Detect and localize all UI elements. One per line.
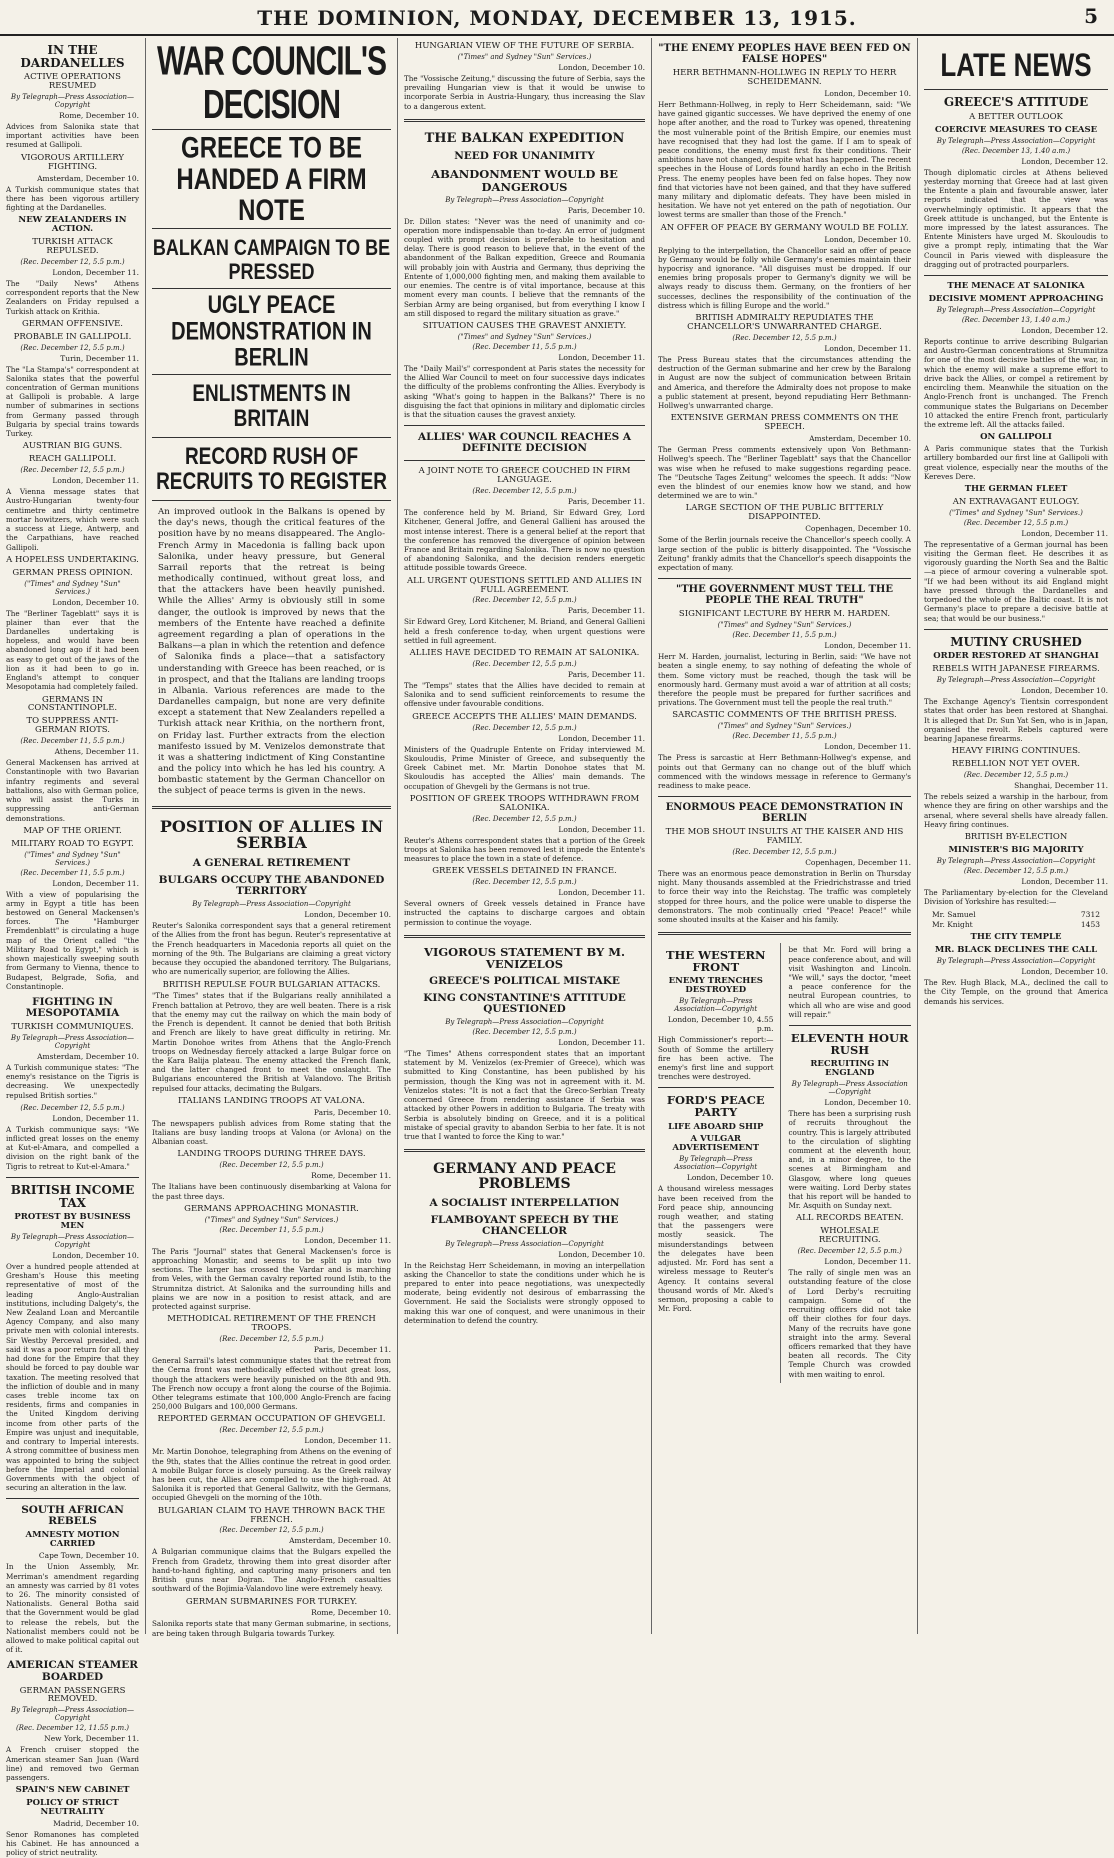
dateline: London, December 10. — [52, 1250, 139, 1260]
article-text: Some of the Berlin journals receive the Chancellor's speech coolly. A large section of the public is bitterly disappointed. The "Vossische Zeitung" frankly admits that the Chancellor's speech disappoints the expectation of many. — [658, 535, 911, 572]
lead-summary: An improved outlook in the Balkans is opened by the day's news, though the critical features of the position have by no means disappeared. The Anglo-French Army in Macedonia is falling back upon Salonika, under heavy pressure, but General Sarrail reports that the retreat is being methodically continued, without great loss, and that the attackers have been heavily punished. While the Allies' Army is obviously still in some danger, the outlook is improved by news that the members of the Entente have reached a definite agreement regarding a plan of operations in the Balkans—a plan in which the retention and defence of Salonika finds a place—that a satisfactory understanding with Greece has been reached, or is in prospect, and that the Italians are landing troops in Albania. Various references are made to the Dardanelles campaign, but none are very definite except a statement that New Zealanders repelled a Turkish attack near Krithia, on the northern front, on Friday last. Further extracts from the election manifesto issued by M. Venizelos demonstrate that it was a shattering indictment of King Constantine and the policy into which he has led his country. A bombastic statement by the German Chancellor on the subject of peace terms is given in the news. — [158, 507, 385, 797]
received-line: (Rec. December 12, 5.5 p.m.) — [963, 866, 1069, 875]
dateline: London, December 10. — [558, 62, 645, 72]
headline: "THE ENEMY PEOPLES HAVE BEEN FED ON FALSE HOPES" — [658, 43, 911, 65]
dateline: Rome, December 10. — [311, 1608, 391, 1618]
late-news-heading: LATE NEWS — [940, 46, 1092, 84]
headline: A JOINT NOTE TO GREECE COUCHED IN FIRM LANGUAGE. — [418, 466, 631, 486]
dateline: London, December 10. — [686, 1173, 774, 1183]
subheadline: ORDER RESTORED AT SHANGHAI — [933, 651, 1099, 662]
credit-line: By Telegraph—Press Association—Copyright — [791, 1080, 908, 1097]
headline: POSITION OF ALLIES IN SERBIA — [159, 816, 384, 853]
dateline: London, December 11. — [824, 343, 911, 353]
article-text: A Turkish communique states: "The enemy's resistance on the Tigris is decreasing. We unexpectedly repulsed British sorties." — [6, 1062, 139, 1100]
received-line: (Rec. December 12, 5.5 p.m.) — [219, 1426, 324, 1435]
subheadline: A GENERAL RETIREMENT — [192, 857, 351, 870]
dateline: Paris, December 10. — [313, 1107, 391, 1117]
subheadline: REBELS WITH JAPANESE FIREARMS. — [932, 664, 1100, 675]
received-line: (Rec. December 12, 5.5 p.m.) — [20, 1103, 125, 1112]
subheadline: MILITARY ROAD TO EGYPT. — [11, 838, 134, 849]
dateline: Turin, December 11. — [60, 353, 139, 363]
subheadline: THE MOB SHOUT INSULTS AT THE KAISER AND HIS FAMILY. — [665, 827, 904, 847]
article-text: A Turkish communique states that there has been vigorous artillery fighting at the Dardanelles. — [6, 184, 139, 212]
dateline: London, December 11. — [558, 888, 645, 898]
headline: FORD'S PEACE PARTY — [666, 1093, 765, 1120]
credit-line: By Telegraph—Press Association—Copyright — [10, 93, 135, 110]
dateline: Amsterdam, December 10. — [809, 434, 911, 444]
subheadline: REACH GALLIPOLI. — [28, 454, 117, 465]
article-text: The "Daily News" Athens correspondent reports that the New Zealanders on Friday repulsed a Turkish attack on Krithia. — [6, 278, 139, 316]
received-line: (Rec. December 12, 5.5 p.m.) — [472, 878, 577, 887]
headline: AUSTRIAN BIG GUNS. — [22, 441, 123, 452]
headline: THE BALKAN EXPEDITION — [424, 130, 625, 146]
subheadline: GREECE'S POLITICAL MISTAKE — [429, 974, 620, 987]
received-line: (Rec. December 12, 5.5 p.m.) — [963, 771, 1069, 780]
headline: "THE GOVERNMENT MUST TELL THE PEOPLE THE REAL TRUTH" — [676, 584, 893, 606]
received-line: (Rec. December 12, 5.5 p.m.) — [472, 487, 577, 496]
article-text: Sir Edward Grey, Lord Kitchener, M. Briand, and General Gallieni held a fresh conference to-day, when urgent questions were settled in full agreement. — [404, 617, 645, 645]
article-text: General Mackensen has arrived at Constantinople with two Bavarian infantry regiments and several battalions, also with German police, who will assist the Turks in suppressing anti-German demonstrations. — [6, 758, 139, 823]
divider — [658, 796, 911, 797]
article-text: The representative of a German journal has been visiting the German fleet. He describes it as vigorously guarding the North Sea and the Baltic—a piece of armour covering a vulnerable spot. "If we had been without its aid England might have pressed through the Dardanelles and torpedoed the whole of the Baltic coast. It is not Germany's place to prepare a decisive battle at sea; that would be our business." — [924, 539, 1108, 623]
article-text: The Exchange Agency's Tientsin correspondent states that order has been restored at Shanghai. It is alleged that Dr. Sun Yat Sen, who is in Japan, organised the revolt. Rebels captured were bearing Japanese firearms. — [924, 697, 1108, 744]
received-line: (Rec. December 13, 1.40 a.m.) — [961, 146, 1071, 155]
headline: VIGOROUS ARTILLERY FIGHTING. — [21, 152, 124, 172]
dateline: London, December 11. — [558, 824, 645, 834]
headline: LARGE SECTION OF THE PUBLIC BITTERLY DISAPPOINTED. — [685, 503, 884, 523]
divider — [6, 1498, 139, 1499]
dateline: Madrid, December 10. — [53, 1819, 139, 1828]
headline: MUTINY CRUSHED — [950, 634, 1082, 649]
credit-line: By Telegraph—Press Association—Copyright — [445, 1239, 604, 1248]
headline: GREECE TO BE HANDED A FIRM NOTE — [176, 131, 367, 229]
received-line: (Rec. December 11, 5.5 p.m.) — [20, 737, 125, 746]
credit-line: By Telegraph—Press Association—Copyright — [936, 957, 1096, 966]
article-text: Herr Bethmann-Hollweg, in reply to Herr Scheidemann, said: "We have gained gigantic successes. We have deprived the enemy of one hope after another, and the road to Turkey was opened, threatening the most vulnerable point of the British Empire, our enemies must have recognised that they had lost the game. If I am to speak of peace conditions, the enemy must first fix their conditions. Their ambitions have not changed, despite what has happened. The recent speeches in the House of Lords found hardly an echo in the British Press. The enemy peoples have been fed on false hopes. They now find that victories have not been gained, and that they have suffered many military and diplomatic defeats. They have been misled in hesitation. We have not yet entered on the path of negotiation. Our lowest terms are smaller than those of the French." — [658, 99, 911, 220]
election-result-row — [932, 910, 1100, 919]
dateline: London, December 11. — [52, 476, 139, 486]
headline: SOUTH AFRICAN REBELS — [21, 1504, 124, 1528]
article-text: General Sarrail's latest communique states that the retreat from the Cerna front was methodically effected without great loss, though the attackers were heavily punished on the 8th and 9th. The French now occupy a front along the course of the Bojimia. Other telegrams estimate that 100,000 Anglo-French are facing 250,000 Bulgars and 100,000 Germans. — [152, 1356, 391, 1412]
headline: ELEVENTH HOUR RUSH — [790, 1031, 909, 1058]
headline: THE CITY TEMPLE — [970, 932, 1062, 943]
dateline: Paris, December 10. — [567, 205, 645, 215]
headline: ALLIES' WAR COUNCIL REACHES A DEFINITE DECISION — [417, 431, 632, 455]
article-text: The German Press comments extensively upon Von Bethmann-Hollweg's speech. The "Berliner Tageblatt" says that the Chancellor was wise when he refused to make suggestions regarding peace. The "Deutsche Tages Zeitung" welcomes the speech. It adds: "Now even the blindest of our enemies know how we stand, and how determined we are to win." — [658, 445, 911, 501]
subheadline: PROBABLE IN GALLIPOLI. — [13, 331, 132, 342]
credit-line: By Telegraph—Press Association—Copyright — [10, 1232, 135, 1249]
article-text: Herr M. Harden, journalist, lecturing in Berlin, said: "We have not beaten a single enemy, to say nothing of defeating the whole of them. Some victory must be reached, though the task will be enormously hard. Germany must avoid a war of attrition at all costs; therefore the people must be prepared for further sacrifices and privations. The Government must tell the people the real truth." — [658, 652, 911, 708]
dateline: London, December 10. — [824, 234, 911, 244]
credit-line: By Telegraph—Press Association—Copyright — [10, 1706, 135, 1723]
divider — [152, 374, 391, 375]
received-line: (Rec. December 12, 5.5 p.m.) — [20, 343, 125, 352]
divider — [658, 578, 911, 579]
headline: HUNGARIAN VIEW OF THE FUTURE OF SERBIA. — [414, 41, 635, 51]
dateline: Copenhagen, December 11. — [805, 858, 911, 868]
headline: GERMAN SUBMARINES FOR TURKEY. — [185, 1596, 358, 1607]
article-text: Senor Romanones has completed his Cabinet. He has announced a policy of strict neutrality. — [6, 1830, 139, 1858]
subheadline: A VULGAR ADVERTISEMENT — [672, 1134, 760, 1154]
headline: ALL RECORDS BEATEN. — [795, 1213, 904, 1224]
article-text: There has been a surprising rush of recruits throughout the country. This is largely attributed to the circulation of slighting comment at the eleventh hour, and, in a minor degree, to the scenes at Birmingham and Glasgow, where long queues were waiting. Lord Derby states that his report will be handed to Mr. Asquith on Sunday next. — [788, 1109, 911, 1211]
article-text: be that Mr. Ford will bring a peace conference about, and will visit Washington and Lincoln. "We will," says the doctor, "meet a peace conference for the neutral European countries, to which all who are wise and good will repair." — [788, 945, 911, 1019]
received-line: (Rec. December 12, 5.5 p.m.) — [472, 723, 577, 732]
subheadline: AN EXTRAVAGANT EULOGY. — [952, 496, 1080, 507]
divider — [404, 460, 645, 461]
article-text: "The Times" states that if the Bulgarians really annihilated a French battalion at Petrovo, they are well beaten. There is a risk that the enemy may cut the railway on which the main body of the French is dependent. It cannot be denied that both British and French are likely to have great difficulty in retiring. Mr. Martin Donohoe writes from Athens that the Anglo-French troops on Wednesday fiercely attacked a large Bulgar force on the Kara Balija plateau. The enemy attacked the French flank, and the latter changed front to meet the onslaught. The Bulgarians encountered the British at Valandovo. The British repulsed four attacks, decimating the Bulgars. — [152, 991, 391, 1093]
headline: ON GALLIPOLI — [980, 432, 1052, 443]
divider — [152, 500, 391, 501]
dateline: London, December 11. — [304, 1436, 391, 1446]
divider — [658, 932, 911, 935]
column-1 — [0, 38, 146, 1858]
dateline: London, December 11. — [824, 641, 911, 651]
headline: BRITISH INCOME TAX — [10, 1182, 135, 1210]
column-2 — [146, 38, 398, 1638]
credit-line: ("Times" and Sydney "Sun" Services.) — [457, 332, 592, 341]
credit-line: ("Times" and Sydney "Sun" Services.) — [949, 508, 1083, 517]
headline: BRITISH ADMIRALTY REPUDIATES THE CHANCELLOR'S UNWARRANTED CHARGE. — [687, 313, 882, 333]
article-text: Several owners of Greek vessels detained in France have instructed the captains to discharge cargoes and obtain permission to continue the voyage. — [404, 899, 645, 927]
headline: FIGHTING IN MESOPOTAMIA — [25, 996, 120, 1020]
subheadline: AMNESTY MOTION CARRIED — [25, 1530, 120, 1550]
received-line: (Rec. December 12, 5.5 p.m.) — [219, 1526, 324, 1535]
subheadline: KING CONSTANTINE'S ATTITUDE QUESTIONED — [423, 991, 626, 1015]
subheadline: MR. BLACK DECLINES THE CALL — [934, 945, 1098, 956]
received-line: (Rec. December 11, 5.5 p.m.) — [472, 342, 577, 351]
headline: GERMAN OFFENSIVE. — [21, 318, 123, 329]
headline: UGLY PEACE DEMONSTRATION IN BERLIN — [171, 292, 372, 373]
received-line: (Rec. December 13, 1.40 a.m.) — [961, 315, 1071, 324]
headline: SARCASTIC COMMENTS OF THE BRITISH PRESS. — [672, 710, 897, 721]
sub-column-right — [789, 943, 912, 1383]
subheadline: PROTEST BY BUSINESS MEN — [14, 1212, 131, 1232]
article-text: "The Times" Athens correspondent states that an important statement by M. Venizelos (ex-Premier of Greece), which was submitted to King Constantine, has been published by his permission, though the King was not in agreement with it. M. Venizelos states: "It is not a fact that the Greco-Serbian Treaty concerned Greece from rendering assistance if Serbia was attacked by other Powers in addition to Bulgaria. The treaty with Serbia is absolutely binding on Greece, and it is a political mistake of special gravity to abandon Serbia to her fate. It is not true that I wanted to force the King to war." — [404, 1048, 645, 1141]
headline: AMERICAN STEAMER BOARDED — [6, 1659, 139, 1683]
received-line: (Rec. December 12, 5.5 p.m.) — [219, 1335, 324, 1344]
dateline: London, December 11. — [558, 1037, 645, 1047]
headline: SPAIN'S NEW CABINET — [15, 1785, 130, 1796]
dateline: London, December 11. — [824, 742, 911, 752]
dateline: London, December 10, 4.55 p.m. — [667, 1015, 774, 1034]
headline: A HOPELESS UNDERTAKING. — [6, 554, 139, 565]
article-text: The "Berliner Tageblatt" says it is plainer than ever that the Dardanelles undertaking is hopeless, and would have been abandoned long ago if it had been as easy to get out of the jaws of the lion as it had been to go in. England's attempt to conquer Mesopotamia had completely failed. — [6, 608, 139, 692]
article-text: The "Vossische Zeitung," discussing the future of Serbia, says the prevailing Hungarian view is that it would be unwise to incorporate Serbia in Austria-Hungary, thus increasing the Slav to a dangerous extent. — [404, 73, 645, 111]
column-4 — [652, 38, 918, 1634]
credit-line: ("Times" and Sydney "Sun" Services.) — [717, 722, 852, 731]
credit-line: By Telegraph—Press Association—Copyright — [936, 305, 1096, 314]
dateline: London, December 10. — [52, 597, 139, 607]
dateline: London, December 11. — [52, 1113, 139, 1123]
article-text: Though diplomatic circles at Athens believed yesterday morning that Greece had at last given the Entente a plain and favourable answer, later reports indicated that the view was overwhelmingly optimistic. It appears that the Greek attitude is unchanged, but the Entente is more impressed by the latest assurances. The Entente Ministers have urged M. Skouloudis to give a prompt reply, intimating that the War Council in Paris viewed with displeasure the dragging out of protracted pourparlers. — [924, 167, 1108, 269]
received-line: (Rec. December 12, 5.5 p.m.) — [963, 518, 1069, 527]
subheadline: MINISTER'S BIG MAJORITY — [948, 844, 1084, 855]
headline: GERMANS IN CONSTANTINOPLE. — [27, 694, 118, 714]
dateline: Cape Town, December 10. — [38, 1551, 139, 1561]
dateline: Copenhagen, December 10. — [805, 524, 911, 534]
headline: HEAVY FIRING CONTINUES. — [951, 746, 1081, 757]
article-text: Advices from Salonika state that important activities have been resumed at Gallipoli. — [6, 122, 139, 150]
dateline: Paris, December 11. — [567, 606, 645, 616]
headline: RECORD RUSH OF RECRUITS TO REGISTER — [156, 443, 387, 496]
article-text: The Rev. Hugh Black, M.A., declined the call to the City Temple, on the ground that America demands his services. — [924, 978, 1108, 1006]
article-text: In the Reichstag Herr Scheidemann, in moving an interpellation asking the Chancellor to state the conditions under which he is prepared to enter into peace negotiations, was unexpectedly moderate, being evidently not desirous of embarrassing the Government. He said the Socialists were strongly opposed to making this war one of conquest, and were unanimous in their determination to defend the country. — [404, 1260, 645, 1325]
article-text: Reports continue to arrive describing Bulgarian and Austro-German concentrations at Strumnitza for one of the most decisive battles of the war, in which the enemy will make a supreme effort to drive back the Allies, or compel a retirement by encircling them. Meanwhile the situation on the Anglo-French front is unchanged. The French communique states the Bulgarians on December 10 attacked the entire French front, particularly the extreme left. All the attacks failed. — [924, 336, 1108, 429]
dateline: London, December 10. — [824, 1098, 911, 1108]
divider — [404, 935, 645, 938]
article-text: The rally of single men was an outstanding feature of the close of Lord Derby's recruiting campaign. Some of the recruiting officers did not take off their clothes for four days. Many of the recruits have gone straight into the army. Several officers remarked that they have beaten all records. The City Temple Church was crowded with men waiting to enrol. — [788, 1268, 911, 1379]
section-heading: IN THE DARDANELLES — [20, 43, 125, 70]
article-text: Reuter's Athens correspondent states that a portion of the Greek troops at Salonika has been removed lest it impede the Entente's measures to place the town in a state of defence. — [404, 835, 645, 863]
subheadline: A BETTER OUTLOOK — [969, 111, 1063, 122]
page-title: THE DOMINION, MONDAY, DECEMBER 13, 1915. — [257, 6, 857, 30]
article-text: The newspapers publish advices from Rome stating that the Italians are busy landing troops at Valona (or Avlona) on the Albanian coast. — [152, 1118, 391, 1147]
article-text: Over a hundred people attended at Gresham's House this meeting representative of most of the leading Anglo-Australian institutions, including Dalgety's, the New Zealand Loan and Mercantile Agency Company, and also many private men with colonial interests. Sir Westby Perceval presided, and said it was a poor return for all they had done for the Empire that they should be forced to pay double war taxation. The meeting resolved that the infliction of double and in many cases treble income tax on residents, firms and companies in the United Kingdom deriving income from other parts of the Empire was unjust and inequitable, and contrary to Imperial interests. A strong committee of business men was appointed to bring the subject before the Imperial and colonial Governments with the object of securing an alteration in the law. — [6, 1261, 139, 1493]
headline: ENORMOUS PEACE DEMONSTRATION IN BERLIN — [665, 802, 904, 824]
article-text: The conference held by M. Briand, Sir Edward Grey, Lord Kitchener, General Joffre, and General Gallieni has aroused the most intense interest. There is a general belief at the report that the conference has removed the divergence of opinion between France and Britain regarding Salonika. There is now no question of abandoning Salonika, and the decision renders energetic attitude possible towards Greece. — [404, 508, 645, 573]
article-text: The Italians have been continuously disembarking at Valona for the past three days. — [152, 1182, 391, 1201]
dateline: London, December 11. — [1021, 876, 1108, 886]
subheadline: LIFE ABOARD SHIP — [668, 1121, 764, 1132]
dateline: Amsterdam, December 10. — [37, 1051, 139, 1061]
dateline: London, December 11. — [52, 267, 139, 277]
article-text: Dr. Dillon states: "Never was the need of unanimity and co-operation more indispensable than to-day. An error of judgment coupled with prompt decision is preferable to hesitation and delay. There is good reason to believe that, in the event of the abandonment of the Balkan expedition, Greece and Roumania will probably join with Austria and Germany, thus depriving the Entente of 1,000,000 fighting men, and making them available to our enemies. The centre is of vital importance, because at this moment every man counts. I believe that the remnants of the Serbian Army are being organised, but from everything I know I am still disposed to regard the military situation as grave." — [404, 216, 645, 318]
subheadline: REBELLION NOT YET OVER. — [951, 759, 1081, 770]
dateline: London, December 11. — [304, 1235, 391, 1245]
subheadline: NEED FOR UNANIMITY — [454, 150, 595, 163]
subheadline: FLAMBOYANT SPEECH BY THE CHANCELLOR — [430, 1213, 619, 1237]
article-text: The Press Bureau states that the circumstances attending the destruction of the German submarine and her crew by the Baralong in August are now the subject of communication between Britain and America, and therefore the Admiralty does not propose to make a public statement at present, beyond repudiating Herr Bethmann-Hollweg's unwarranted charge. — [658, 354, 911, 411]
subheadline: HERR BETHMANN-HOLLWEG IN REPLY TO HERR SCHEIDEMANN. — [672, 68, 897, 87]
article-text: A French cruiser stopped the American steamer San Juan (Ward line) and removed two German passengers. — [6, 1745, 139, 1783]
article-text: In the Union Assembly, Mr. Merriman's amendment regarding an amnesty was carried by 81 votes to 26. The minority consisted of Nationalists. General Botha said that the Government would be glad to release the rebels, but the Nationalist members could not be allowed to make political capital out of it. — [6, 1562, 139, 1655]
credit-line: ("Times" and Sydney "Sun" Services.) — [24, 850, 121, 867]
dateline: London, December 12. — [1021, 156, 1108, 166]
headline: LANDING TROOPS DURING THREE DAYS. — [177, 1149, 366, 1160]
received-line: (Rec. December 12, 5.5 p.m.) — [797, 1247, 902, 1256]
headline: NEW ZEALANDERS IN ACTION. — [18, 215, 127, 235]
article-text: The Press is sarcastic at Herr Bethmann-Hollweg's expense, and points out that Germany can no change out of the bluff which commenced with the windows message in reference to Germany's readiness to make peace. — [658, 753, 911, 790]
article-text: Replying to the interpellation, the Chancellor said an offer of peace by Germany would be folly while Germany's enemies maintain their hypocrisy and ignorance. "All disguises must be dropped. If our enemies bring proposals proper to Germany's dignity we will be always ready to discuss them. Germany, on the frontiers of her successes, declines the responsibility of the continuation of the distress which is filling Europe and the world." — [658, 245, 911, 310]
dateline: Rome, December 11. — [311, 1171, 391, 1181]
headline: MAP OF THE ORIENT. — [23, 825, 122, 836]
dateline: London, December 11. — [558, 352, 645, 362]
article-text: Reuter's Salonika correspondent says that a general retirement of the Allies from the front has begun. Reuter's representative at the French headquarters in Macedonia reports all quiet on the morning of the 9th. The Bulgarians are claiming a great victory because they occupied the abandoned territory. The Bulgarians, who are numerically superior, are following the Allies. — [152, 921, 391, 977]
subheadline: ENEMY TRENCHES DESTROYED — [668, 976, 763, 996]
candidate-name: Mr. Knight — [932, 920, 973, 930]
article-text: Mr. Martin Donohoe, telegraphing from Athens on the evening of the 9th, states that the Allies continue the retreat in good order. A mobile Bulgar force is closely pursuing. As the Greek railway has been cut, the Allies are compelled to use the high-road. At Salonika it is reported that General Gallwitz, with the Germans, occupied Ghevgeli on the morning of the 10th. — [152, 1447, 391, 1503]
subheadline: ABANDONMENT WOULD BE DANGEROUS — [431, 167, 618, 194]
credit-line: By Telegraph—Press Association—Copyright — [10, 1033, 135, 1050]
received-line: (Rec. December 11, 5.5 p.m.) — [20, 868, 125, 877]
headline: VIGOROUS STATEMENT BY M. VENIZELOS — [424, 944, 625, 971]
divider — [404, 425, 645, 426]
headline: GREECE ACCEPTS THE ALLIES' MAIN DEMANDS. — [412, 711, 637, 722]
divider — [924, 629, 1108, 630]
received-line: (Rec. December 12, 11.55 p.m.) — [15, 1724, 130, 1733]
dateline: London, December 10. — [304, 910, 391, 920]
headline: ENLISTMENTS IN BRITAIN — [192, 381, 351, 433]
masthead — [0, 0, 1114, 36]
dateline: London, December 11. — [558, 733, 645, 743]
article-text: The "La Stampa's" correspondent at Salonika states that the powerful concentration of German munitions at Gallipoli is probable. A large number of submarines in sections from Germany passed through Bulgaria by special trains towards Turkey. — [6, 364, 139, 439]
subheadline: DECISIVE MOMENT APPROACHING — [928, 294, 1104, 305]
received-line: (Rec. December 11, 5.5 p.m.) — [732, 732, 837, 741]
headline: METHODICAL RETIREMENT OF THE FRENCH TROOPS. — [167, 1314, 376, 1334]
dateline: London, December 11. — [52, 878, 139, 888]
article-text: A Turkish communique says: "We inflicted great losses on the enemy at Kut-el-Amara, and compelled a division on the right bank of the Tigris to retreat to Kut-el-Amara." — [6, 1124, 139, 1171]
credit-line: ("Times" and Sydney "Sun" Services.) — [24, 579, 121, 596]
subheadline: WHOLESALE RECRUITING. — [818, 1226, 881, 1246]
dateline: Paris, December 11. — [313, 1345, 391, 1355]
dateline: Shanghai, December 11. — [1014, 781, 1108, 791]
headline: THE GERMAN FLEET — [964, 483, 1068, 494]
credit-line: By Telegraph—Press Association—Copyright — [674, 997, 758, 1014]
article-text: The "Daily Mail's" correspondent at Paris states the necessity for the Allied War Council to meet on four successive days indicates the difficulty of the problems confronting the Allies. Everybody is asking "What's going to happen in the Balkans?" There is no disguising the fact that opinions in military and diplomatic circles is that the situation causes the gravest anxiety. — [404, 363, 645, 419]
credit-line: By Telegraph—Press Association—Copyright — [445, 195, 604, 204]
headline: EXTENSIVE GERMAN PRESS COMMENTS ON THE SPEECH. — [670, 413, 899, 433]
article-text: There was an enormous peace demonstration in Berlin on Thursday night. Many thousands assembled at the Friedrichstrasse and tried to force their way into the Reichstag. The traffic was completely stopped for three hours, and the police were unable to disperse the demonstrators. The mob continually cried "Peace! Peace!" while some shouted insults at the Kaiser and his family. — [658, 869, 911, 925]
column-3 — [398, 38, 652, 1634]
headline: ALLIES HAVE DECIDED TO REMAIN AT SALONIKA. — [409, 648, 640, 659]
subheadline: RECRUITING IN ENGLAND — [810, 1059, 890, 1079]
subheadline: GERMAN PRESS OPINION. — [12, 567, 133, 578]
divider — [152, 288, 391, 289]
headline: THE MENACE AT SALONIKA — [947, 281, 1085, 292]
dateline: Paris, December 11. — [567, 497, 645, 507]
credit-line: By Telegraph—Press Association—Copyright — [192, 900, 351, 909]
candidate-name: Mr. Samuel — [932, 910, 976, 920]
dateline: Rome, December 10. — [59, 111, 139, 121]
dateline: London, December 10. — [1021, 967, 1108, 977]
divider — [152, 129, 391, 130]
dateline: Athens, December 11. — [54, 747, 139, 757]
headline: SITUATION CAUSES THE GRAVEST ANXIETY. — [422, 320, 627, 331]
subheadline: A SOCIALIST INTERPELLATION — [429, 1196, 620, 1209]
subheadline: BULGARS OCCUPY THE ABANDONED TERRITORY — [158, 874, 385, 898]
article-text: With a view of popularising the army in Egypt a title has been bestowed on General Mackensen's forces. The "Hamburger Fremdenblatt" is circulating a huge map of the Orient called "the Military Road to Egypt," which is shown majestically sweeping south from Germany to Vienna, thence to Budapest, Belgrade, Sofia, and Constantinople. — [6, 889, 139, 991]
article-text: A Paris communique states that the Turkish artillery bombarded our first line at Gallipoli with great violence, especially near the mouths of the Kereves Dere. — [924, 444, 1108, 481]
received-line: (Rec. December 12, 5.5 p.m.) — [472, 660, 577, 669]
article-text: A Vienna message states that Austro-Hungarian twenty-four centimetre and thirty centimetre mortar howitzers, which were such a success at Liege, Antwerp, and the Carpathians, have reached Gallipoli. — [6, 487, 139, 552]
candidate-votes: 7312 — [1080, 910, 1100, 920]
headline: ALL URGENT QUESTIONS SETTLED AND ALLIES IN FULL AGREEMENT. — [407, 575, 642, 595]
column-5 — [918, 38, 1114, 1634]
article-text: Salonika reports state that many German submarine, in sections, are being taken through Bulgaria towards Turkey. — [152, 1619, 391, 1638]
received-line: (Rec. December 12, 5.5 p.m.) — [472, 596, 577, 605]
headline: THE WESTERN FRONT — [665, 948, 766, 975]
article-text: The Paris "Journal" states that General Mackensen's force is approaching Monastir, and seems to be split up into two sections. The larger has crossed the Vardar and is marching from Veles, with the German cavalry reported round Istib, to the Strumnitza district. At Salonika and the surrounding hills and plains we are now in a position to resist attack, and are protected against surprise. — [152, 1246, 391, 1312]
received-line: (Rec. December 12, 5.5 p.m.) — [472, 814, 577, 823]
credit-line: ("Times" and Sydney "Sun" Services.) — [204, 1215, 339, 1224]
divider — [658, 1087, 774, 1088]
credit-line: By Telegraph—Press Association—Copyright — [445, 1017, 604, 1026]
article-text: High Commissioner's report:—South of Somme the artillery fire has been active. The enemy's first line and support trenches were destroyed. — [658, 1035, 774, 1082]
article-text: Ministers of the Quadruple Entente on Friday interviewed M. Skouloudis, Prime Minister of Greece, and subsequently the Greek Cabinet met. Mr. Martin Donohoe states that M. Skouloudis has accepted the Allies' main demands. The occupation of Ghevgeli by the Germans is not true. — [404, 744, 645, 791]
credit-line: ("Times" and Sydney "Sun" Services.) — [717, 621, 852, 630]
divider — [789, 1025, 912, 1026]
headline: BALKAN CAMPAIGN TO BE PRESSED — [152, 234, 391, 284]
candidate-votes: 1453 — [1080, 920, 1100, 930]
sub-columns — [658, 943, 911, 1383]
dateline: London, December 12. — [1021, 325, 1108, 335]
received-line: (Rec. December 12, 5.5 p.m.) — [732, 848, 837, 857]
divider — [152, 437, 391, 438]
headline: BRITISH BY-ELECTION — [964, 832, 1068, 843]
received-line: (Rec. December 11, 5.5 p.m.) — [219, 1225, 324, 1234]
subheadline: GERMAN PASSENGERS REMOVED. — [19, 1685, 126, 1705]
received-line: (Rec. December 12, 5.5 p.m.) — [20, 466, 125, 475]
dateline: London, December 11. — [1021, 528, 1108, 538]
headline: BULGARIAN CLAIM TO HAVE THROWN BACK THE FRENCH. — [157, 1505, 386, 1525]
divider — [924, 89, 1108, 90]
headline: GREECE'S ATTITUDE — [943, 95, 1089, 110]
received-line: (Rec. December 12, 5.5 p.m.) — [20, 257, 125, 266]
divider — [404, 1149, 645, 1152]
received-line: (Rec. December 12, 5.5 p.m.) — [472, 1027, 577, 1036]
headline-main: WAR COUNCIL'S DECISION — [156, 39, 387, 127]
dateline: Amsterdam, December 10. — [289, 1536, 391, 1546]
divider — [152, 228, 391, 229]
dateline: London, December 10. — [824, 88, 911, 98]
subheadline: SIGNIFICANT LECTURE BY HERR M. HARDEN. — [678, 609, 891, 620]
credit-line: By Telegraph—Press Association—Copyright — [936, 676, 1096, 685]
dateline: New York, December 11. — [44, 1734, 139, 1744]
credit-line: By Telegraph—Press Association—Copyright — [674, 1155, 758, 1172]
sub-column-left — [658, 943, 781, 1383]
credit-line: ("Times" and Sydney "Sun" Services.) — [457, 52, 592, 61]
article-text: The rebels seized a warship in the harbour, from whence they are firing on other warships and the arsenal, where several shells have already fallen. Heavy firing continues. — [924, 792, 1108, 829]
subheadline: TURKISH ATTACK REPULSED. — [32, 237, 113, 256]
credit-line: By Telegraph—Press Association—Copyright — [936, 856, 1096, 865]
divider — [6, 1177, 139, 1178]
headline: GREEK VESSELS DETAINED IN FRANCE. — [432, 866, 617, 877]
headline: ITALIANS LANDING TROOPS AT VALONA. — [177, 1095, 365, 1106]
headline: POSITION OF GREEK TROOPS WITHDRAWN FROM SALONIKA. — [409, 793, 640, 813]
subheadline: COERCIVE MEASURES TO CEASE — [934, 124, 1098, 135]
divider — [924, 275, 1108, 276]
received-line: (Rec. December 11, 5.5 p.m.) — [732, 631, 837, 640]
subheadline: POLICY OF STRICT NEUTRALITY — [26, 1798, 119, 1818]
credit-line: By Telegraph—Press Association—Copyright — [936, 136, 1096, 145]
received-line: (Rec. December 12, 5.5 p.m.) — [732, 333, 837, 342]
article-text: The "Temps" states that the Allies have decided to remain at Salonika and to send sufficient reinforcements to resume the offensive under favourable conditions. — [404, 681, 645, 709]
dateline: London, December 10. — [558, 1249, 645, 1259]
dateline: London, December 11. — [824, 1257, 911, 1267]
headline: ACTIVE OPERATIONS RESUMED — [24, 72, 121, 92]
received-line: (Rec. December 12, 5.5 p.m.) — [219, 1161, 324, 1170]
article-text: A Bulgarian communique claims that the Bulgars expelled the French from Gradetz, throwing them into great disorder after hand-to-hand fighting, and capturing many prisoners and ten British guns near Dojran. The Anglo-French casualties southward of the Bojimia-Valandovo line were extremely heavy. — [152, 1547, 391, 1594]
divider — [404, 119, 645, 122]
subheadline: TO SUPPRESS ANTI-GERMAN RIOTS. — [26, 716, 119, 736]
dateline: Paris, December 11. — [567, 670, 645, 680]
dateline: London, December 10. — [1021, 686, 1108, 696]
dateline: Amsterdam, December 10. — [37, 173, 139, 183]
page-number: 5 — [1084, 4, 1098, 28]
headline: BRITISH REPULSE FOUR BULGARIAN ATTACKS. — [162, 979, 381, 990]
divider — [152, 806, 391, 809]
article-text: A thousand wireless messages have been received from the Ford peace ship, announcing rough weather, and stating that the passengers were mostly seasick. The misunderstandings between the delegates have been adjusted. Mr. Ford has sent a wireless message to Reuter's Agency. It contains several thousand words of Mr. Aked's sermon, proposing a cable to Mr. Ford. — [658, 1184, 774, 1314]
headline: REPORTED GERMAN OCCUPATION OF GHEVGELI. — [157, 1414, 386, 1425]
article-text: The Parliamentary by-election for the Cleveland Division of Yorkshire has resulted:— — [924, 887, 1108, 907]
election-result-row — [932, 920, 1100, 929]
headline: AN OFFER OF PEACE BY GERMANY WOULD BE FOLLY. — [660, 222, 909, 233]
subheadline: TURKISH COMMUNIQUES. — [11, 1022, 134, 1033]
headline: GERMANY AND PEACE PROBLEMS — [433, 1161, 616, 1192]
headline: GERMANS APPROACHING MONASTIR. — [184, 1203, 359, 1214]
